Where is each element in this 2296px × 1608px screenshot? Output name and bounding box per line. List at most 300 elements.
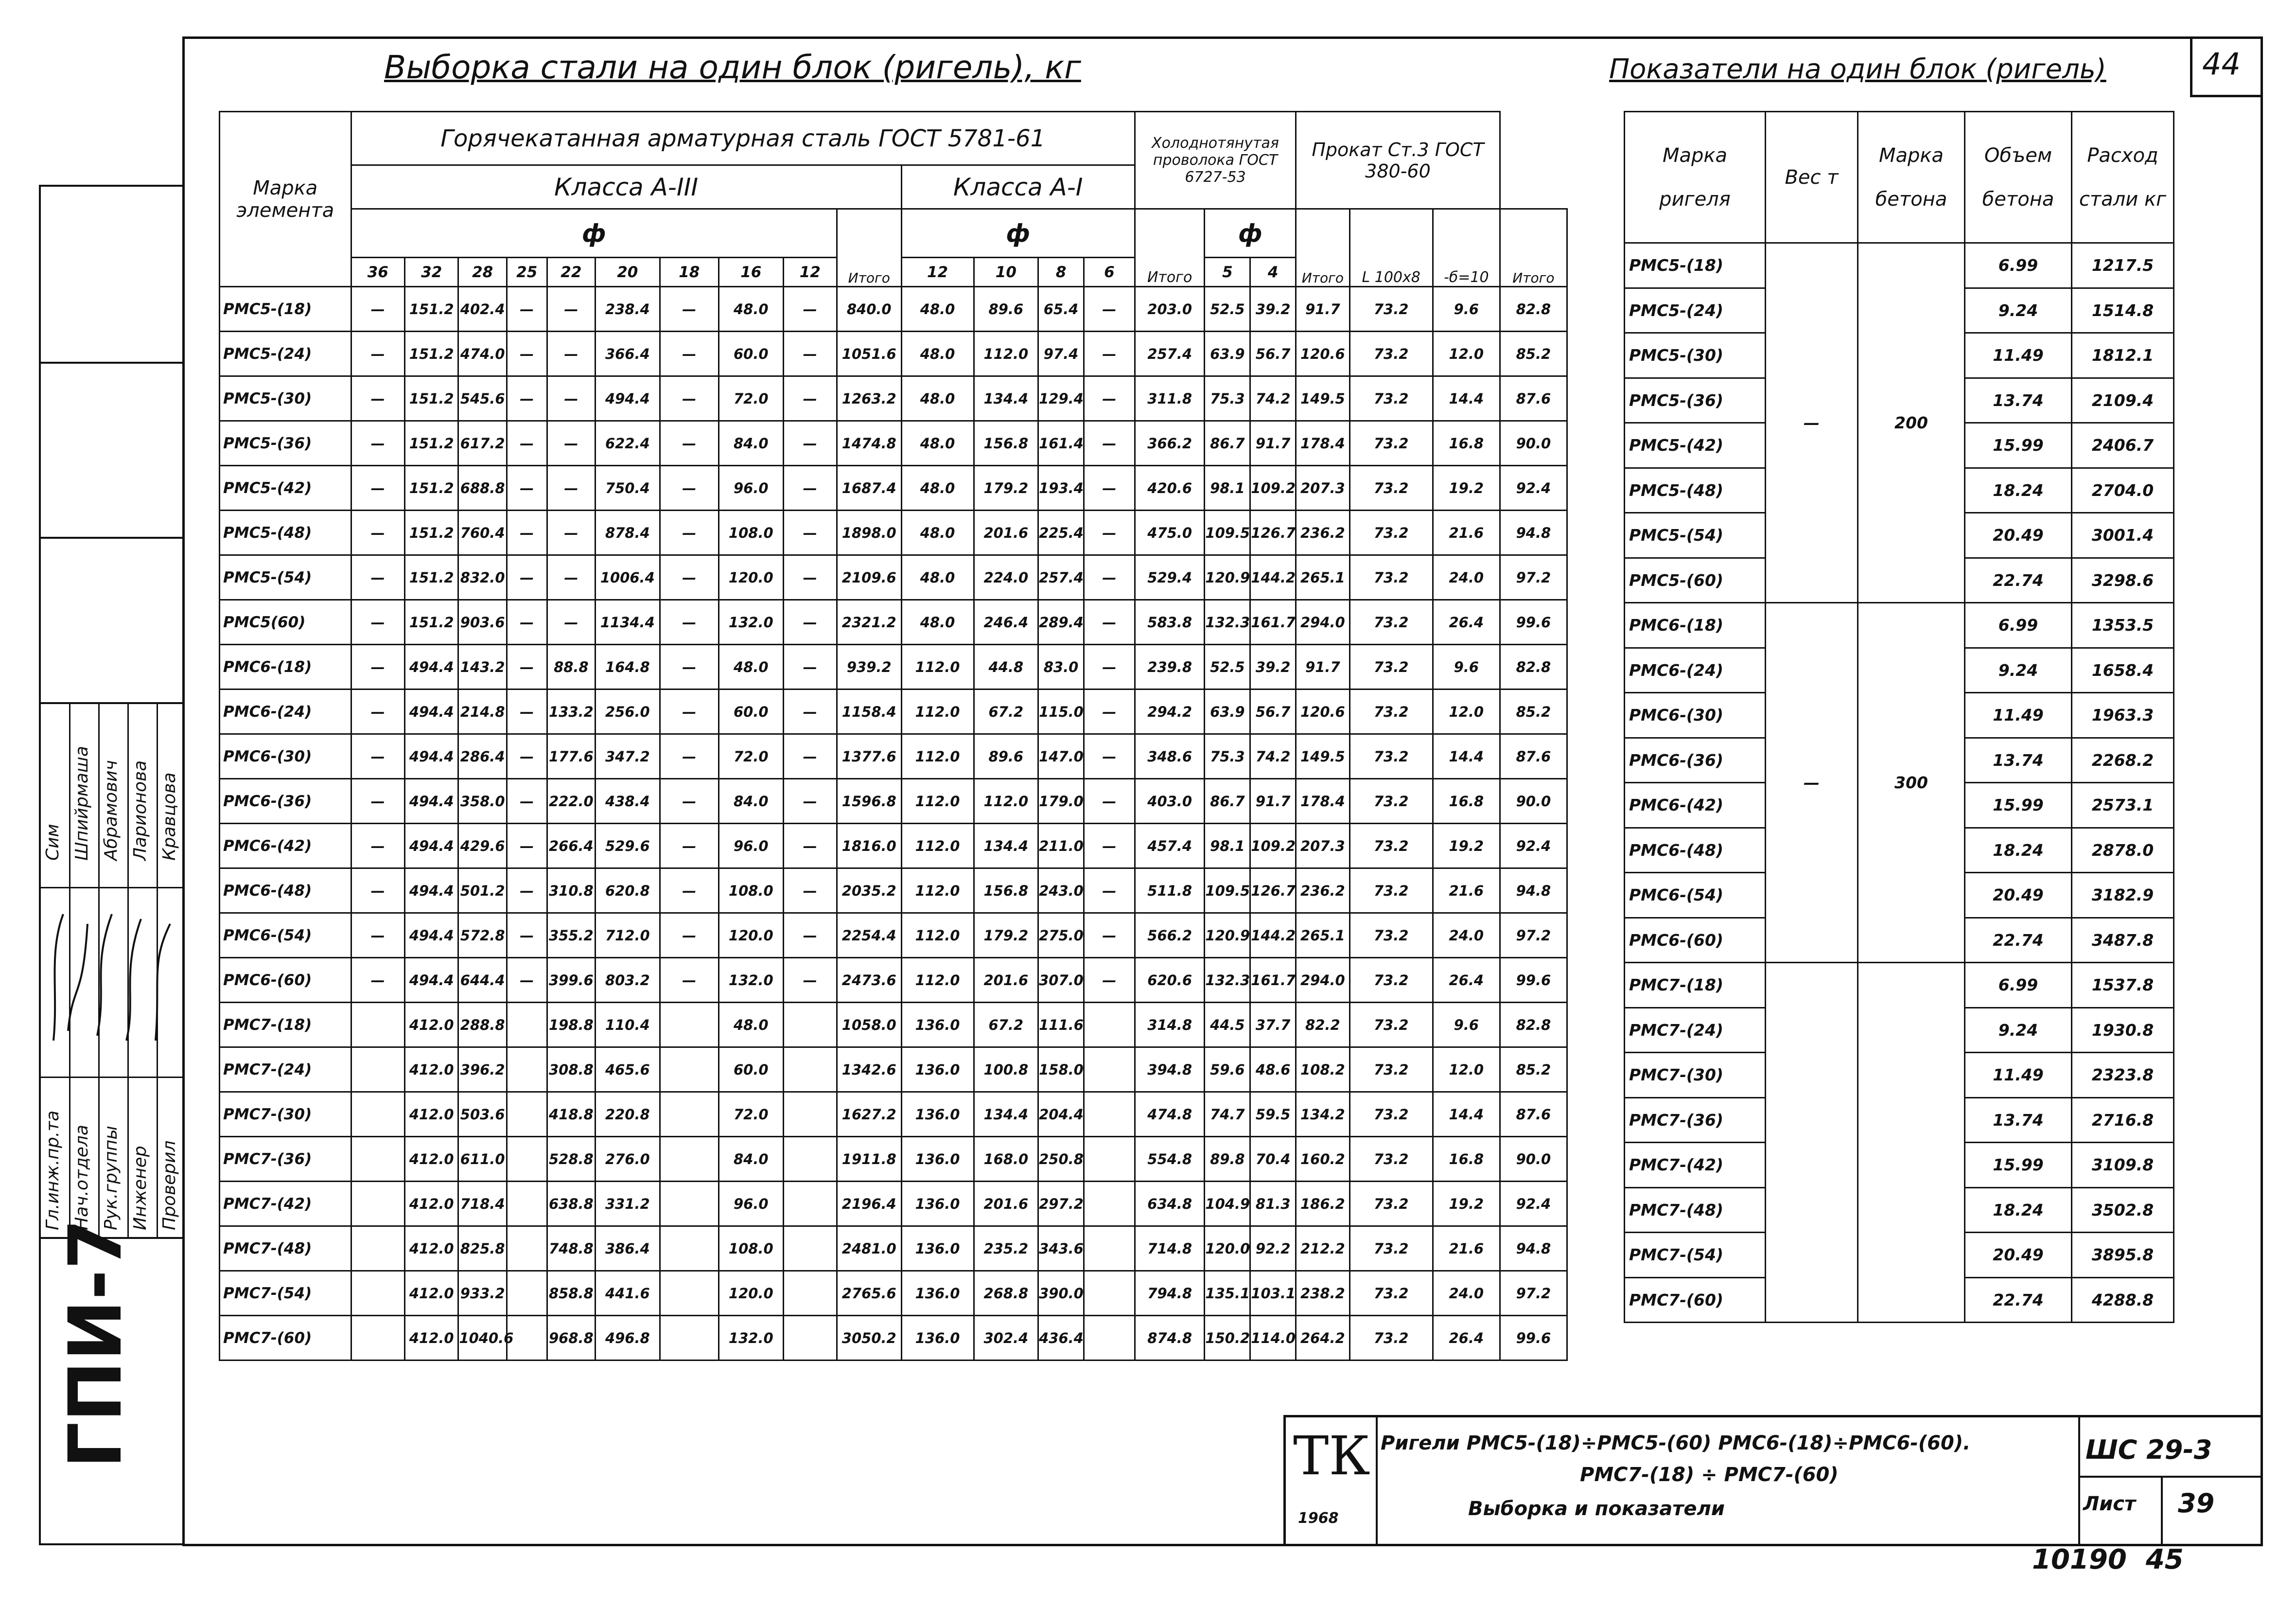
table-cell [660,1182,719,1226]
table-row [220,287,1567,332]
table-cell: 2716.8 [2072,1097,2174,1143]
sheet-label: Лист [2083,1493,2136,1515]
table-cell: 88.8 [547,645,595,689]
table-cell: 22.74 [1965,1277,2072,1323]
table-cell: 494.4 [405,734,458,779]
table-row [220,421,1567,466]
size-32: 32 [405,258,458,287]
table-cell: 203.0 [1135,287,1205,332]
table-cell: 214.8 [458,689,507,734]
table-cell: 256.0 [596,689,660,734]
table-cell: 161.7 [1250,600,1296,645]
phi-wire: ф [1205,209,1296,258]
row-marka: РМС7-(54) [220,1271,351,1316]
table-cell: — [1084,555,1135,600]
table-cell: 48.0 [901,376,974,421]
table-cell: 644.4 [458,958,507,1003]
indicators-table [1624,111,2174,1323]
table-cell: — [660,958,719,1003]
table-cell [1084,1226,1135,1271]
table-cell: 65.4 [1038,287,1084,332]
table-cell: 90.0 [1500,1137,1567,1182]
table-cell: 620.6 [1135,958,1205,1003]
row-marka: РМС5-(48) [1625,468,1766,513]
table-cell: — [1084,913,1135,958]
table-cell: — [660,734,719,779]
table-cell: 97.4 [1038,332,1084,376]
table-cell: 20.49 [1965,513,2072,558]
table-cell: — [351,824,404,868]
table-cell: — [660,600,719,645]
table-cell: 82.8 [1500,1003,1567,1047]
table-cell: 638.8 [547,1182,595,1226]
table-cell: 92.4 [1500,466,1567,511]
table-cell: — [1084,511,1135,555]
table-cell [507,1271,547,1316]
table-cell: 168.0 [974,1137,1038,1182]
tk-logo: ТК [1293,1425,1370,1487]
table-cell: 151.2 [405,600,458,645]
table-cell [783,1003,837,1047]
table-cell: 294.0 [1296,600,1350,645]
table-cell: 529.4 [1135,555,1205,600]
table-cell: — [507,421,547,466]
col-angle: L 100x8 [1350,209,1433,287]
table-cell: 494.4 [405,958,458,1003]
table-cell: 75.3 [1205,376,1250,421]
row-marka: РМС5-(30) [220,376,351,421]
table-cell: — [783,868,837,913]
table-cell: — [783,913,837,958]
table-cell: 583.8 [1135,600,1205,645]
table-cell: — [1084,332,1135,376]
table-cell: 457.4 [1135,824,1205,868]
table-cell: 2196.4 [837,1182,901,1226]
table-cell [351,1316,404,1361]
table-cell: 48.0 [719,287,784,332]
table-row [220,376,1567,421]
table-cell: 158.0 [1038,1047,1084,1092]
table-cell: — [507,824,547,868]
table-cell: 60.0 [719,332,784,376]
table-cell: 82.8 [1500,645,1567,689]
table-cell [351,1271,404,1316]
row-marka: РМС5-(48) [220,511,351,555]
stamp-name: Абрамович [101,760,121,861]
table-cell: 6.99 [1965,963,2072,1008]
table-cell: 1474.8 [837,421,901,466]
table-cell: 494.4 [405,645,458,689]
table-cell: 73.2 [1350,1316,1433,1361]
table-cell: — [660,689,719,734]
table-cell: 73.2 [1350,1271,1433,1316]
table-cell: 89.8 [1205,1137,1250,1182]
table-cell: — [660,913,719,958]
table-cell: 109.2 [1250,824,1296,868]
table-cell: — [1084,868,1135,913]
table-cell: 132.0 [719,958,784,1003]
table-cell: 288.8 [458,1003,507,1047]
table-cell: 60.0 [719,1047,784,1092]
table-cell: 178.4 [1296,421,1350,466]
table-row [1625,603,2174,648]
table-cell: 114.0 [1250,1316,1296,1361]
table-cell: 201.6 [974,511,1038,555]
table-cell: 2473.6 [837,958,901,1003]
table-cell: — [507,779,547,824]
table-cell: 939.2 [837,645,901,689]
table-cell: 276.0 [596,1137,660,1182]
table-cell: 622.4 [596,421,660,466]
table-cell: 222.0 [547,779,595,824]
table-cell: 412.0 [405,1271,458,1316]
row-marka: РМС5-(42) [220,466,351,511]
table-cell: 1596.8 [837,779,901,824]
table-cell: 132.3 [1205,600,1250,645]
table-cell: 9.6 [1433,1003,1500,1047]
table-cell: 48.0 [901,511,974,555]
table-cell: 19.2 [1433,1182,1500,1226]
table-cell: — [351,511,404,555]
col-itogo-prokat: Итого [1500,209,1567,287]
table-row [220,1092,1567,1137]
table-cell: 92.4 [1500,824,1567,868]
table-cell: 16.8 [1433,421,1500,466]
table-cell: 120.0 [719,913,784,958]
table-cell [351,1182,404,1226]
table-cell: 109.2 [1250,466,1296,511]
row-marka: РМС5(60) [220,600,351,645]
table-cell: 18.24 [1965,468,2072,513]
table-cell: 9.6 [1433,645,1500,689]
table-cell: — [507,466,547,511]
table-cell: 86.7 [1205,421,1250,466]
table-cell: 474.8 [1135,1092,1205,1137]
table-cell: 151.2 [405,555,458,600]
table-cell: 302.4 [974,1316,1038,1361]
table-cell [1084,1271,1135,1316]
table-cell: 136.0 [901,1092,974,1137]
table-row [220,511,1567,555]
table-cell: 688.8 [458,466,507,511]
table-cell: 198.8 [547,1003,595,1047]
table-cell: 98.1 [1205,824,1250,868]
table-cell: — [351,958,404,1003]
stamp-role: Проверил [159,1140,179,1230]
beton-cell: 300 [1858,603,1965,963]
table-cell: 3001.4 [2072,513,2174,558]
table-cell: 135.1 [1205,1271,1250,1316]
col-itogo-a3: Итого [837,209,901,287]
table-cell: 92.4 [1500,1182,1567,1226]
table-cell [1084,1137,1135,1182]
row-marka: РМС7-(60) [1625,1277,1766,1323]
table-cell: — [660,645,719,689]
table-cell: 1963.3 [2072,693,2174,738]
table-cell: 1217.5 [2072,243,2174,288]
hot-rolled-header: Горячекатанная арматурная сталь ГОСТ 5781-61 [351,112,1135,165]
table-cell: 840.0 [837,287,901,332]
table-cell: 494.4 [596,376,660,421]
table-cell: 358.0 [458,779,507,824]
table-cell: 1812.1 [2072,333,2174,378]
table-cell: 3182.9 [2072,873,2174,918]
table-row [220,332,1567,376]
table-cell: 572.8 [458,913,507,958]
table-cell: — [660,376,719,421]
table-cell: 286.4 [458,734,507,779]
table-cell [660,1137,719,1182]
table-row [1625,963,2174,1008]
table-cell: 1537.8 [2072,963,2174,1008]
table-cell [783,1137,837,1182]
table-cell: 151.2 [405,287,458,332]
table-cell: 1134.4 [596,600,660,645]
table-cell: 151.2 [405,421,458,466]
table-cell: — [507,734,547,779]
table-cell: 1051.6 [837,332,901,376]
table-cell: — [547,332,595,376]
table-cell: 73.2 [1350,1137,1433,1182]
table-cell: — [1084,376,1135,421]
table-row [220,779,1567,824]
table-cell: 44.8 [974,645,1038,689]
table-cell: 73.2 [1350,958,1433,1003]
table-cell: 132.0 [719,600,784,645]
row-marka: РМС6-(54) [1625,873,1766,918]
table-cell: 390.0 [1038,1271,1084,1316]
col-obem-betona: Объем бетона [1965,112,2072,243]
table-cell: 112.0 [974,779,1038,824]
table-cell: 156.8 [974,421,1038,466]
table-cell: 44.5 [1205,1003,1250,1047]
table-cell: 39.2 [1250,287,1296,332]
table-cell: 12.0 [1433,332,1500,376]
table-cell: 412.0 [405,1003,458,1047]
table-cell: 348.6 [1135,734,1205,779]
table-cell: — [1084,466,1135,511]
table-cell [1084,1047,1135,1092]
table-cell: 84.0 [719,779,784,824]
table-cell: 39.2 [1250,645,1296,689]
table-cell: 60.0 [719,689,784,734]
table-cell: — [783,600,837,645]
table-cell: 120.0 [719,1271,784,1316]
table-cell: — [507,645,547,689]
table-cell: 178.4 [1296,779,1350,824]
table-cell: — [783,824,837,868]
table-cell: 151.2 [405,511,458,555]
drawing-code: ШС 29-3 [2086,1434,2212,1465]
table-cell: 297.2 [1038,1182,1084,1226]
table-cell: 111.6 [1038,1003,1084,1047]
table-cell: 1911.8 [837,1137,901,1182]
table-cell: 15.99 [1965,423,2072,468]
table-cell: 108.0 [719,1226,784,1271]
table-cell: 92.2 [1250,1226,1296,1271]
table-cell: 347.2 [596,734,660,779]
table-cell: 156.8 [974,868,1038,913]
table-cell: 24.0 [1433,913,1500,958]
size-12: 12 [783,258,837,287]
table-cell: 13.74 [1965,1097,2072,1143]
table-cell: 75.3 [1205,734,1250,779]
table-cell: 74.7 [1205,1092,1250,1137]
table-cell: 108.0 [719,868,784,913]
table-cell: — [351,466,404,511]
table-cell: 48.6 [1250,1047,1296,1092]
table-cell: 99.6 [1500,958,1567,1003]
table-cell: — [507,511,547,555]
table-cell: 73.2 [1350,466,1433,511]
table-cell: 134.4 [974,376,1038,421]
table-cell: 436.4 [1038,1316,1084,1361]
table-cell: — [507,868,547,913]
class-a1-header: Класса А-I [901,165,1135,209]
table-cell: 474.0 [458,332,507,376]
table-cell: 134.4 [974,824,1038,868]
row-marka: РМС6-(48) [220,868,351,913]
table-row [220,734,1567,779]
table-cell: 2573.1 [2072,783,2174,828]
size-16: 16 [719,258,784,287]
table-cell: 257.4 [1135,332,1205,376]
table-cell: 748.8 [547,1226,595,1271]
table-cell: 1898.0 [837,511,901,555]
table-cell: 204.4 [1038,1092,1084,1137]
row-marka: РМС6-(42) [220,824,351,868]
table-cell: 21.6 [1433,868,1500,913]
ves-cell-empty [1766,963,1858,1323]
table-cell: 120.0 [719,555,784,600]
size-wire-5: 5 [1205,258,1250,287]
table-cell: 1040.6 [458,1316,507,1361]
table-cell: 2321.2 [837,600,901,645]
table-cell: 212.2 [1296,1226,1350,1271]
row-marka: РМС7-(42) [1625,1143,1766,1188]
table-cell: 136.0 [901,1271,974,1316]
table-cell: 511.8 [1135,868,1205,913]
table-cell: 266.4 [547,824,595,868]
row-marka: РМС5-(24) [1625,288,1766,333]
table-cell: 96.0 [719,1182,784,1226]
table-row [220,1226,1567,1271]
table-cell: 832.0 [458,555,507,600]
table-cell: 129.4 [1038,376,1084,421]
table-cell: 268.8 [974,1271,1038,1316]
table-cell: 3298.6 [2072,558,2174,603]
table-cell: 82.8 [1500,287,1567,332]
table-cell: 67.2 [974,1003,1038,1047]
table-cell [660,1226,719,1271]
size-18: 18 [660,258,719,287]
archive-number: 10190 45 [2032,1544,2184,1575]
table-cell: 211.0 [1038,824,1084,868]
row-marka: РМС5-(54) [1625,513,1766,558]
table-cell: 161.4 [1038,421,1084,466]
row-marka: РМС5-(18) [220,287,351,332]
table-cell: 412.0 [405,1092,458,1137]
table-cell: 179.0 [1038,779,1084,824]
table-cell: 19.2 [1433,824,1500,868]
table-cell: 9.24 [1965,1007,2072,1053]
table-cell: 151.2 [405,332,458,376]
table-cell: 494.4 [405,824,458,868]
col-rashod-stali: Расход стали кг [2072,112,2174,243]
table-cell [1084,1092,1135,1137]
table-cell: 134.4 [974,1092,1038,1137]
table-cell: — [351,332,404,376]
table-cell: 634.8 [1135,1182,1205,1226]
table-cell: 26.4 [1433,958,1500,1003]
table-cell: 331.2 [596,1182,660,1226]
table-cell: 903.6 [458,600,507,645]
row-marka: РМС7-(42) [220,1182,351,1226]
table-cell [660,1316,719,1361]
size-wire-4: 4 [1250,258,1296,287]
row-marka: РМС6-(18) [1625,603,1766,648]
table-cell: — [1084,600,1135,645]
size-36: 36 [351,258,404,287]
table-cell: 13.74 [1965,378,2072,423]
table-cell: 147.0 [1038,734,1084,779]
table-cell: 193.4 [1038,466,1084,511]
table-cell: 110.4 [596,1003,660,1047]
beton-cell: 200 [1858,243,1965,603]
table-cell: 177.6 [547,734,595,779]
table-cell: 238.2 [1296,1271,1350,1316]
table-row [220,913,1567,958]
table-cell: 108.2 [1296,1047,1350,1092]
table-cell: 494.4 [405,868,458,913]
table-cell: 22.74 [1965,558,2072,603]
phi-a3: ф [351,209,837,258]
size-a1-8: 8 [1038,258,1084,287]
table-cell: 236.2 [1296,868,1350,913]
table-row [220,1003,1567,1047]
table-cell: 825.8 [458,1226,507,1271]
table-cell [351,1226,404,1271]
table-cell: 1816.0 [837,824,901,868]
row-marka: РМС5-(36) [1625,378,1766,423]
col-itogo-wire: Итого [1296,209,1350,287]
table-cell: 74.2 [1250,376,1296,421]
table-cell [507,1047,547,1092]
col-itogo-a1: Итого [1135,209,1205,287]
table-row [220,645,1567,689]
table-cell: 236.2 [1296,511,1350,555]
table-cell: 112.0 [901,868,974,913]
table-cell: — [1084,287,1135,332]
page-number: 44 [2202,46,2241,82]
table-cell: 294.0 [1296,958,1350,1003]
table-cell: 150.2 [1205,1316,1250,1361]
table-cell: — [507,958,547,1003]
table-cell: 265.1 [1296,555,1350,600]
table-cell: 48.0 [719,645,784,689]
table-cell: 343.6 [1038,1226,1084,1271]
table-row [220,824,1567,868]
table-cell: — [1084,734,1135,779]
table-cell: — [351,555,404,600]
row-marka: РМС5-(54) [220,555,351,600]
table-cell: 14.4 [1433,734,1500,779]
table-cell: — [660,287,719,332]
table-cell: 73.2 [1350,421,1433,466]
table-cell: 412.0 [405,1316,458,1361]
table-cell: 103.1 [1250,1271,1296,1316]
table-cell [351,1047,404,1092]
